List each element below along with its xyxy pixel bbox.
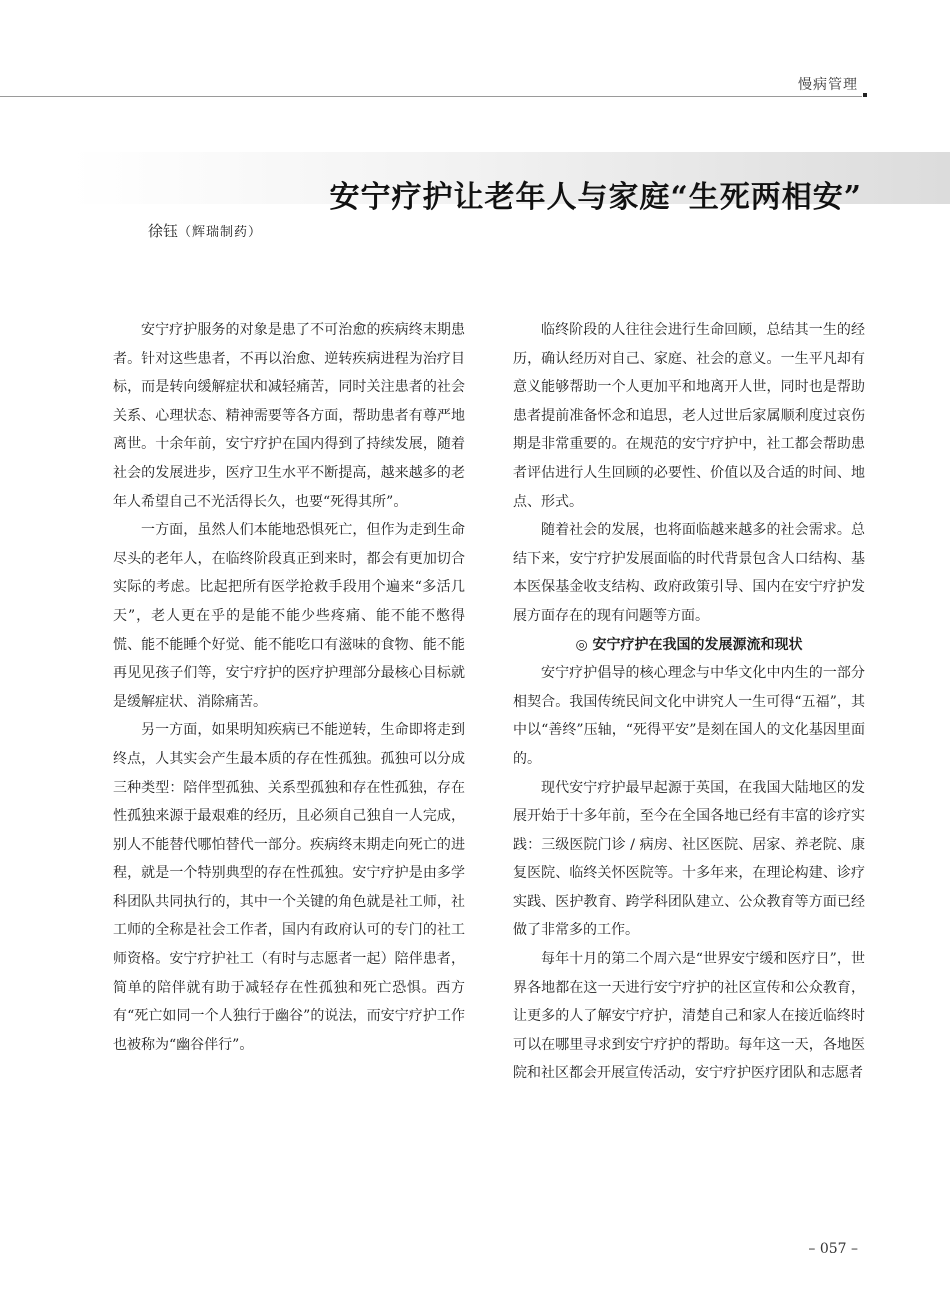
author-name: 徐钰 <box>148 222 179 240</box>
paragraph: 每年十月的第二个周六是“世界安宁缓和医疗日”，世界各地都在这一天进行安宁疗护的社区宣传和公众教育，让更多的人了解安宁疗护，清楚自己和家人在接近临终时可以在哪里寻求到安宁疗护的帮助。每年这一天，各地医院和社区都会开展宣传活动，安宁疗护医疗团队和志愿者 <box>513 951 865 1082</box>
paragraph: 随着社会的发展，也将面临越来越多的社会需求。总结下来，安宁疗护发展面临的时代背景包含人口结构、基本医保基金收支结构、政府政策引导、国内在安宁疗护发展方面存在的现有问题等方面。 <box>513 522 865 624</box>
article-title: 安宁疗护让老年人与家庭“生死两相安” <box>329 180 862 216</box>
left-column <box>113 316 465 1059</box>
right-column <box>513 316 865 1088</box>
section-label: 慢病管理 <box>798 77 858 93</box>
section-marker <box>863 93 867 97</box>
header-rule <box>0 96 862 97</box>
paragraph: 一方面，虽然人们本能地恐惧死亡，但作为走到生命尽头的老年人，在临终阶段真正到来时，都会有更加切合实际的考虑。比起把所有医学抢救手段用个遍来“多活几天”，老人更在乎的是能不能少些疼痛、能不能不憋得慌、能不能睡个好觉、能不能吃口有滋味的食物、能不能再见见孩子们等，安宁疗护的医疗护理部分最核心目标就是缓解症状、消除痛苦。 <box>113 522 465 710</box>
byline <box>148 220 262 241</box>
page-number: – 057 – <box>808 1241 858 1257</box>
paragraph: 安宁疗护倡导的核心理念与中华文化中内生的一部分相契合。我国传统民间文化中讲究人一生可得“五福”，其中以“善终”压轴，“死得平安”是刻在国人的文化基因里面的。 <box>513 665 865 767</box>
paragraph: 另一方面，如果明知疾病已不能逆转，生命即将走到终点，人其实会产生最本质的存在性孤独。孤独可以分成三种类型：陪伴型孤独、关系型孤独和存在性孤独，存在性孤独来源于最艰难的经历，且必须自己独自一人完成，别人不能替代哪怕替代一部分。疾病终末期走向死亡的进程，就是一个特别典型的存在性孤独。安宁疗护是由多学科团队共同执行的，其中一个关键的角色就是社工师，社工师的全称是社会工作者，国内有政府认可的专门的社工师资格。安宁疗护社工（有时与志愿者一起）陪伴患者，简单的陪伴就有助于减轻存在性孤独和死亡恐惧。西方有“死亡如同一个人独行于幽谷”的说法，而安宁疗护工作也被称为“幽谷伴行”。 <box>113 722 465 1053</box>
author-affiliation: （辉瑞制药） <box>178 225 263 240</box>
paragraph: 现代安宁疗护最早起源于英国，在我国大陆地区的发展开始于十多年前，至今在全国各地已经有丰富的诊疗实践：三级医院门诊 / 病房、社区医院、居家、养老院、康复医院、临终关怀医院等。十多年来，在理论构建、诊疗实践、医护教育、跨学科团队建立、公众教育等方面已经做了非常多的工作。 <box>513 779 865 939</box>
paragraph: 安宁疗护服务的对象是患了不可治愈的疾病终末期患者。针对这些患者，不再以治愈、逆转疾病进程为治疗目标，而是转向缓解症状和减轻痛苦，同时关注患者的社会关系、心理状态、精神需要等各方面，帮助患者有尊严地离世。十余年前，安宁疗护在国内得到了持续发展，随着社会的发展进步，医疗卫生水平不断提高，越来越多的老年人希望自己不光活得长久，也要“死得其所”。 <box>113 322 465 510</box>
section-subheading: ◎ 安宁疗护在我国的发展源流和现状 <box>575 636 803 653</box>
paragraph: 临终阶段的人往往会进行生命回顾，总结其一生的经历，确认经历对自己、家庭、社会的意义。一生平凡却有意义能够帮助一个人更加平和地离开人世，同时也是帮助患者提前准备怀念和追思，老人过世后家属顺利度过哀伤期是非常重要的。在规范的安宁疗护中，社工都会帮助患者评估进行人生回顾的必要性、价值以及合适的时间、地点、形式。 <box>513 322 865 510</box>
